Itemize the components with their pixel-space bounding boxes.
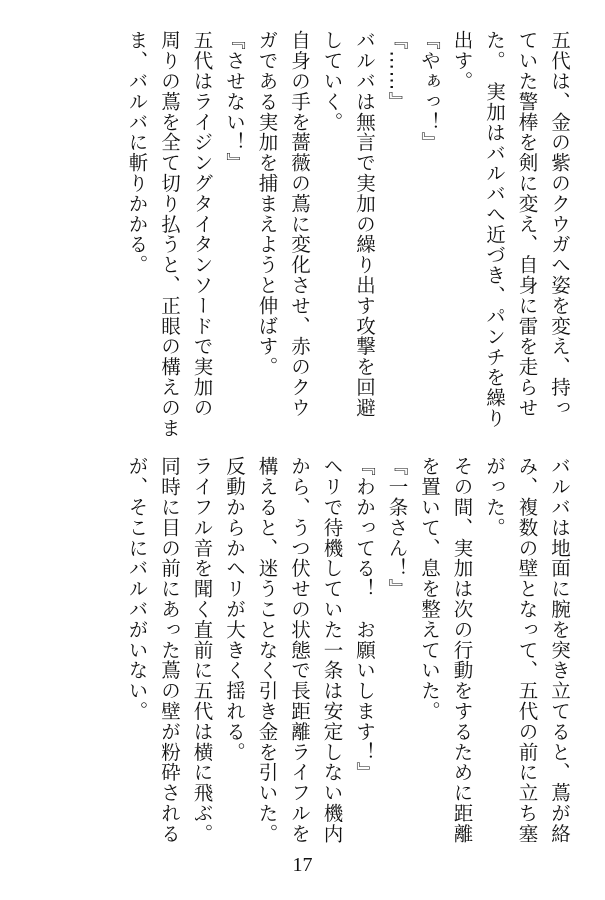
text-line: ま、バルバに斬りかかる。 [125, 30, 149, 275]
dialogue-line: 『一条さん！』 [385, 456, 409, 599]
text-line: 周りの蔦を全て切り払うと、正眼の構えのま [158, 30, 181, 438]
text-line: た。 実加はバルバへ近づき、パンチを繰り [483, 30, 506, 429]
dialogue-line: 『わかってる！ お願いします！』 [353, 456, 376, 783]
dialogue-line: 『させない！』 [223, 30, 246, 173]
text-line: バルバは無言で実加の繰り出す攻撃を回避 [353, 30, 376, 418]
text-line: ヘリで待機していた一条は安定しない機内 [320, 456, 344, 844]
dialogue-line: 『やぁっ！』 [418, 30, 441, 153]
text-line: 五代は、金の紫のクウガへ姿を変え、持っ [548, 30, 571, 418]
text-line: み、複数の壁となって、五代の前に立ち塞 [515, 456, 539, 844]
text-block-lower [120, 456, 575, 851]
text-line: 自身の手を薔薇の蔦に変化させ、赤のクウ [288, 30, 311, 418]
text-block-upper [120, 30, 575, 438]
text-line: ライフル音を聞く直前に五代は横に飛ぶ。 [190, 456, 214, 844]
text-line: を置いて、息を整えていた。 [418, 456, 441, 722]
text-line: から、うつ伏せの状態で長距離ライフルを [288, 456, 311, 844]
text-line: が、そこにバルバがいない。 [125, 456, 149, 722]
text-line: がった。 [483, 456, 506, 538]
page-number: 17 [292, 854, 313, 876]
text-line: ガである実加を捕まえようと伸ばす。 [255, 30, 279, 377]
text-line: 出す。 [450, 30, 474, 92]
text-line: 同時に目の前にあった蔦の壁が粉砕される [158, 456, 181, 844]
text-line: 五代はライジングタイタンソードで実加の [190, 30, 214, 418]
text-line: ていた警棒を剣に変え、自身に雷を走らせ [515, 30, 539, 418]
dialogue-line: 『……』 [385, 30, 409, 112]
text-line: その間、実加は次の行動をするために距離 [450, 456, 474, 844]
text-line: バルバは地面に腕を突き立てると、蔦が絡 [548, 456, 571, 844]
text-line: 反動からかヘリが大きく揺れる。 [223, 456, 246, 762]
text-line: していく。 [320, 30, 344, 132]
text-line: 構えると、迷うことなく引き金を引いた。 [255, 456, 279, 844]
